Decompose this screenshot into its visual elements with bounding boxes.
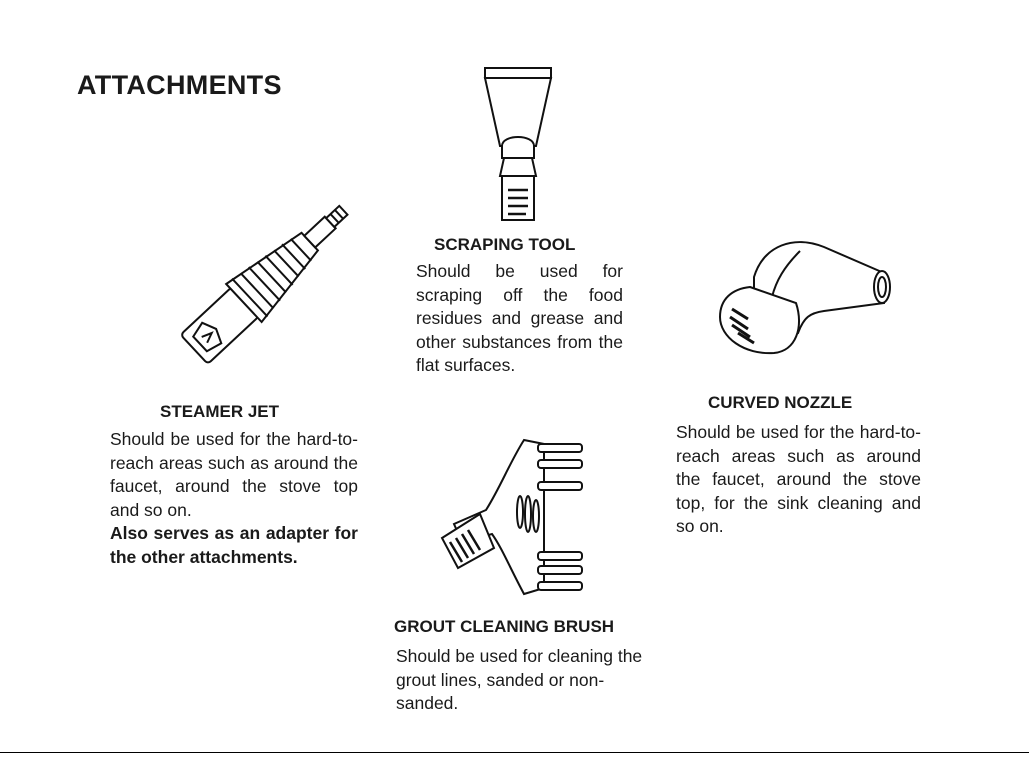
scraping-tool-description: Should be used for scraping off the food residues and grease and other substances from the flat surfaces. bbox=[416, 261, 623, 375]
curved-nozzle-description: Should be used for the hard-to-reach areas such as around the faucet, around the stove top, for the sink cleaning and so on. bbox=[676, 422, 921, 536]
steamer-jet-icon bbox=[150, 198, 370, 378]
grout-brush-description: Should be used for cleaning the grout lines, sanded or non-sanded. bbox=[396, 646, 643, 713]
curved-nozzle-title: CURVED NOZZLE bbox=[708, 393, 853, 412]
page-title: ATTACHMENTS bbox=[77, 70, 282, 100]
steamer-jet-note: Also serves as an adapter for the other attachments. bbox=[110, 523, 358, 567]
footer-divider bbox=[0, 752, 1029, 753]
steamer-jet-title: STEAMER JET bbox=[160, 402, 280, 421]
steamer-jet-description: Should be used for the hard-to-reach areas such as around the faucet, around the stove top and so on. bbox=[110, 429, 358, 520]
scraping-tool-icon bbox=[478, 66, 558, 224]
scraping-tool-title: SCRAPING TOOL bbox=[434, 235, 576, 254]
curved-nozzle-icon bbox=[714, 237, 894, 357]
grout-brush-icon bbox=[440, 438, 590, 608]
steamer-jet-description-block bbox=[110, 428, 358, 569]
grout-brush-title: GROUT CLEANING BRUSH bbox=[394, 617, 615, 636]
